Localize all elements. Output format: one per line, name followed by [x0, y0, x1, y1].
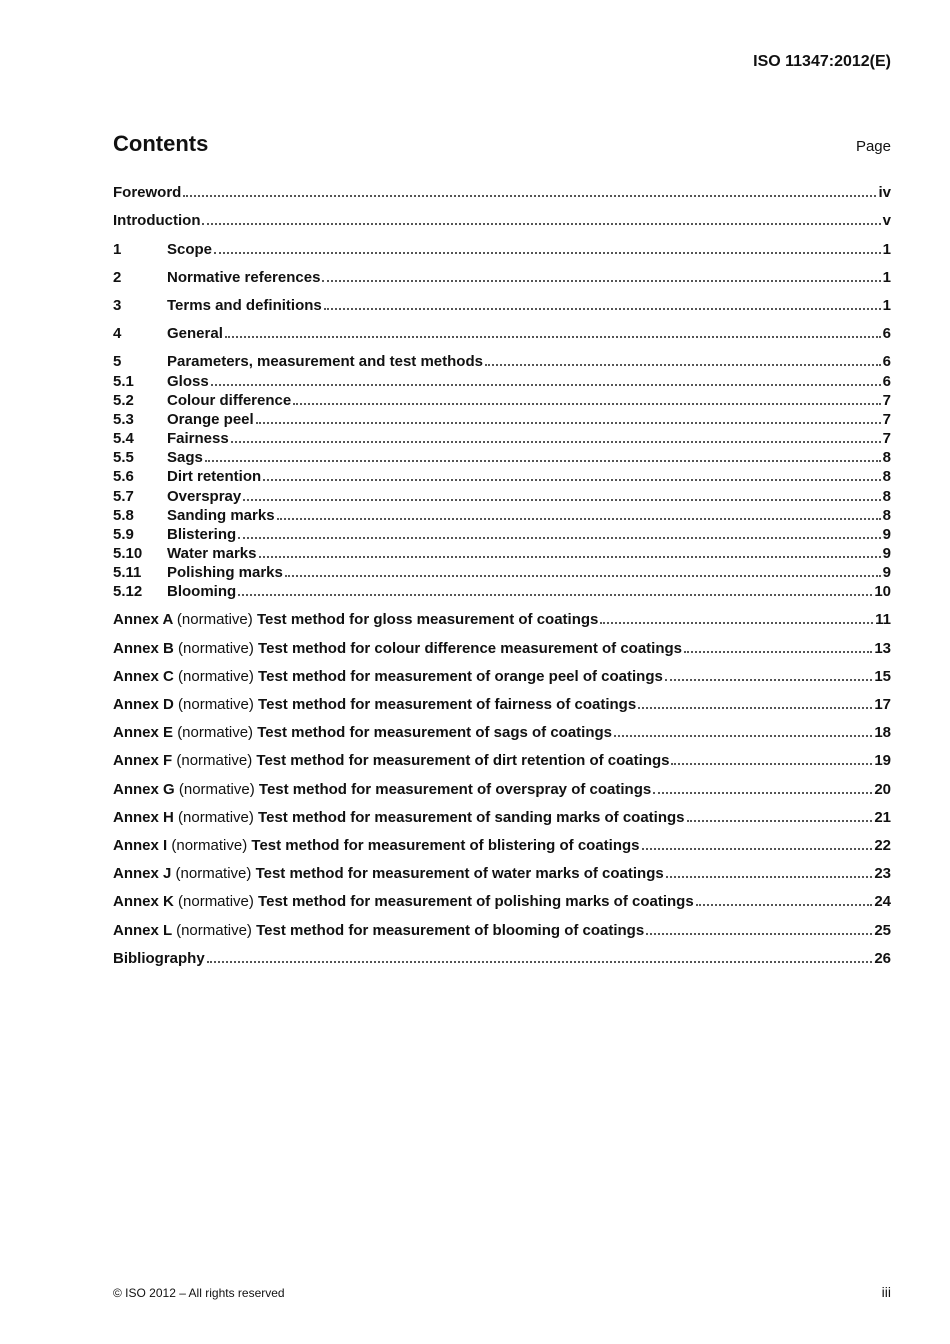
- annex-label: Annex D: [113, 696, 174, 713]
- toc-entry-number: 2: [113, 269, 122, 286]
- toc-entry-annex-j[interactable]: [113, 864, 891, 883]
- dot-leader: [293, 402, 880, 405]
- document-code: ISO 11347:2012(E): [753, 53, 891, 70]
- toc-entry-page: 13: [874, 640, 891, 657]
- annex-type: (normative): [178, 640, 254, 657]
- toc-entry-title: General: [167, 325, 223, 342]
- dot-leader: [696, 903, 873, 906]
- dot-leader: [653, 791, 872, 794]
- toc-entry-page: 24: [874, 893, 891, 910]
- dot-leader: [646, 932, 872, 935]
- annex-label: Annex C: [113, 668, 174, 685]
- annex-label: Annex J: [113, 865, 172, 882]
- toc-entry-title: [113, 723, 612, 742]
- toc-entry-foreword[interactable]: [113, 183, 891, 202]
- toc-entry-number: 5.6: [113, 468, 134, 485]
- toc-entry-title: [113, 695, 636, 714]
- toc-entry-number: 4: [113, 325, 122, 342]
- annex-label: Annex E: [113, 724, 174, 741]
- annex-title: Test method for measurement of orange peel of coatings: [258, 668, 663, 685]
- toc-entry-page: 9: [882, 545, 891, 562]
- toc-entry-title: [113, 780, 651, 799]
- toc-entry-page: 8: [882, 449, 891, 466]
- toc-entry-5-5[interactable]: [113, 448, 891, 467]
- toc-entry-bibliography[interactable]: [113, 949, 891, 968]
- dot-leader: [263, 478, 880, 481]
- toc-entry-page: 22: [874, 837, 891, 854]
- toc-entry-scope[interactable]: [113, 240, 891, 259]
- toc-entry-annex-g[interactable]: [113, 780, 891, 799]
- toc-entry-number: 5: [113, 353, 122, 370]
- toc-entry-page: 8: [882, 488, 891, 505]
- annex-label: Annex F: [113, 752, 173, 769]
- annex-title: Test method for measurement of blistering of coatings: [251, 837, 640, 854]
- annex-title: Test method for measurement of sags of coatings: [257, 724, 613, 741]
- toc-entry-title: [113, 921, 644, 940]
- toc-entry-introduction[interactable]: [113, 211, 891, 230]
- toc-entry-title: Orange peel: [167, 411, 254, 428]
- toc-entry-title: Blooming: [167, 583, 237, 600]
- dot-leader: [285, 574, 881, 577]
- annex-type: (normative): [176, 922, 252, 939]
- toc-entry-annex-i[interactable]: [113, 836, 891, 855]
- toc-entry-annex-a[interactable]: [113, 610, 891, 629]
- toc-entry-number: 5.9: [113, 526, 134, 543]
- dot-leader: [614, 734, 872, 737]
- annex-title: Test method for measurement of sanding marks of coatings: [258, 809, 685, 826]
- toc-entry-5-1[interactable]: [113, 372, 891, 391]
- page-number: iii: [881, 1284, 891, 1300]
- annex-title: Test method for measurement of overspray of coatings: [258, 781, 652, 798]
- toc-entry-page: 21: [874, 809, 891, 826]
- annex-title: Test method for gloss measurement of coatings: [256, 611, 599, 628]
- toc-entry-title: [113, 667, 663, 686]
- toc-entry-title: Gloss: [167, 373, 209, 390]
- annex-type: (normative): [178, 809, 254, 826]
- toc-entry-5-11[interactable]: [113, 563, 891, 582]
- toc-entry-page: 1: [882, 297, 891, 314]
- dot-leader: [238, 593, 872, 596]
- annex-label: Annex A: [113, 611, 173, 628]
- dot-leader: [238, 536, 880, 539]
- toc-entry-number: 5.2: [113, 392, 134, 409]
- annex-type: (normative): [171, 837, 248, 854]
- toc-entry-page: 6: [882, 353, 891, 370]
- toc-entry-page: 15: [874, 668, 891, 685]
- toc-entry-title: Scope: [167, 241, 213, 258]
- annex-label: Annex G: [113, 781, 175, 798]
- toc-entry-title: [113, 639, 682, 658]
- annex-label: Annex H: [113, 809, 174, 826]
- toc-entry-page: 9: [882, 526, 891, 543]
- toc-entry-page: 11: [875, 611, 891, 628]
- toc-entry-5-3[interactable]: [113, 410, 891, 429]
- toc-entry-title: Water marks: [167, 545, 257, 562]
- annex-label: Annex L: [113, 922, 172, 939]
- dot-leader: [214, 251, 881, 254]
- annex-type: (normative): [176, 611, 253, 628]
- toc-entry-title: Sags: [167, 449, 203, 466]
- toc-entry-5-2[interactable]: [113, 391, 891, 410]
- toc-entry-page: 26: [874, 950, 891, 967]
- toc-entry-number: 5.1: [113, 373, 134, 390]
- dot-leader: [211, 383, 881, 386]
- annex-type: (normative): [178, 781, 255, 798]
- annex-label: Annex I: [113, 837, 168, 854]
- toc-entry-number: 5.3: [113, 411, 134, 428]
- annex-type: (normative): [177, 724, 254, 741]
- toc-entry-parameters[interactable]: [113, 352, 891, 371]
- dot-leader: [666, 875, 873, 878]
- toc-entry-number: 5.8: [113, 507, 134, 524]
- toc-entry-title: Dirt retention: [167, 468, 262, 485]
- annex-type: (normative): [176, 752, 253, 769]
- toc-entry-5-9[interactable]: [113, 525, 891, 544]
- annex-type: (normative): [178, 668, 254, 685]
- toc-entry-number: 5.12: [113, 583, 143, 600]
- toc-entry-5-10[interactable]: [113, 544, 891, 563]
- toc-entry-title: [113, 751, 669, 770]
- toc-entry-page: 7: [882, 411, 891, 428]
- dot-leader: [256, 421, 881, 424]
- toc-entry-title: Blistering: [167, 526, 237, 543]
- toc-entry-title: Fairness: [167, 430, 229, 447]
- toc-entry-page: 1: [882, 241, 891, 258]
- toc-entry-title: Normative references: [167, 269, 321, 286]
- toc-entry-annex-l[interactable]: [113, 921, 891, 940]
- toc-entry-page: 10: [874, 583, 891, 600]
- toc-entry-page: 7: [882, 430, 891, 447]
- toc-entry-title: Terms and definitions: [167, 297, 322, 314]
- toc-entry-number: 5.10: [113, 545, 143, 562]
- dot-leader: [243, 498, 880, 501]
- annex-type: (normative): [175, 865, 252, 882]
- toc-entry-title: [113, 808, 685, 827]
- toc-entry-page: 20: [874, 781, 891, 798]
- toc-entry-page: 8: [882, 468, 891, 485]
- toc-entry-title: Sanding marks: [167, 507, 275, 524]
- copyright-notice: © ISO 2012 – All rights reserved: [113, 1286, 285, 1300]
- dot-leader: [207, 960, 873, 963]
- annex-type: (normative): [178, 696, 254, 713]
- toc-entry-page: iv: [878, 184, 891, 201]
- toc-entry-5-7[interactable]: [113, 487, 891, 506]
- toc-entry-page: 1: [882, 269, 891, 286]
- toc-entry-5-6[interactable]: [113, 467, 891, 486]
- dot-leader: [485, 363, 881, 366]
- toc-entry-page: 9: [882, 564, 891, 581]
- toc-entry-title: [113, 610, 598, 629]
- page-title: Contents: [113, 131, 209, 156]
- annex-label: Annex B: [113, 640, 174, 657]
- dot-leader: [322, 279, 880, 282]
- toc-entry-number: 5.7: [113, 488, 134, 505]
- dot-leader: [259, 555, 881, 558]
- toc-entry-title: Introduction: [113, 212, 201, 229]
- toc-entry-annex-f[interactable]: [113, 751, 891, 770]
- toc-entry-page: 7: [882, 392, 891, 409]
- dot-leader: [324, 307, 881, 310]
- toc-entry-page: 25: [874, 922, 891, 939]
- toc-entry-5-12[interactable]: [113, 582, 891, 601]
- dot-leader: [231, 440, 881, 443]
- toc-entry-normative-references[interactable]: [113, 268, 891, 287]
- annex-title: Test method for measurement of water marks of coatings: [255, 865, 664, 882]
- toc-entry-title: Foreword: [113, 184, 182, 201]
- annex-label: Annex K: [113, 893, 174, 910]
- toc-entry-terms[interactable]: [113, 296, 891, 315]
- toc-entry-annex-e[interactable]: [113, 723, 891, 742]
- toc-entry-annex-k[interactable]: [113, 892, 891, 911]
- toc-entry-annex-h[interactable]: [113, 808, 891, 827]
- toc-entry-page: 19: [874, 752, 891, 769]
- annex-title: Test method for measurement of dirt retention of coatings: [256, 752, 670, 769]
- toc-entry-number: 5.5: [113, 449, 134, 466]
- dot-leader: [202, 222, 880, 225]
- dot-leader: [600, 621, 873, 624]
- dot-leader: [225, 335, 881, 338]
- toc-entry-annex-c[interactable]: [113, 667, 891, 686]
- toc-entry-title: Polishing marks: [167, 564, 283, 581]
- toc-entry-title: Bibliography: [113, 950, 205, 967]
- toc-entry-page: 17: [874, 696, 891, 713]
- toc-entry-title: [113, 836, 640, 855]
- toc-entry-annex-d[interactable]: [113, 695, 891, 714]
- toc-entry-title: Parameters, measurement and test methods: [167, 353, 483, 370]
- dot-leader: [684, 650, 872, 653]
- toc-entry-page: 8: [882, 507, 891, 524]
- toc-entry-page: 23: [874, 865, 891, 882]
- dot-leader: [687, 819, 873, 822]
- dot-leader: [183, 194, 876, 197]
- toc-entry-page: 6: [882, 325, 891, 342]
- dot-leader: [638, 706, 872, 709]
- toc-entry-number: 1: [113, 241, 122, 258]
- annex-title: Test method for measurement of polishing marks of coatings: [258, 893, 694, 910]
- dot-leader: [665, 678, 872, 681]
- toc-entry-title: Overspray: [167, 488, 242, 505]
- dot-leader: [205, 459, 881, 462]
- annex-title: Test method for measurement of blooming of coatings: [256, 922, 645, 939]
- toc-entry-page: v: [882, 212, 891, 229]
- toc-entry-annex-b[interactable]: [113, 639, 891, 658]
- toc-entry-page: 18: [874, 724, 891, 741]
- toc-entry-page: 6: [882, 373, 891, 390]
- toc-entry-general[interactable]: [113, 324, 891, 343]
- toc-entry-title: [113, 864, 664, 883]
- toc-entry-number: 5.11: [113, 564, 142, 581]
- annex-title: Test method for colour difference measurement of coatings: [258, 640, 683, 657]
- dot-leader: [642, 847, 873, 850]
- annex-type: (normative): [178, 893, 254, 910]
- toc-entry-title: [113, 892, 694, 911]
- dot-leader: [671, 762, 872, 765]
- toc-entry-title: Colour difference: [167, 392, 292, 409]
- dot-leader: [277, 517, 881, 520]
- toc-entry-5-4[interactable]: [113, 429, 891, 448]
- page-column-label: Page: [855, 138, 891, 155]
- toc-entry-number: 5.4: [113, 430, 134, 447]
- annex-title: Test method for measurement of fairness of coatings: [258, 696, 637, 713]
- toc-entry-5-8[interactable]: [113, 506, 891, 525]
- toc-entry-number: 3: [113, 297, 122, 314]
